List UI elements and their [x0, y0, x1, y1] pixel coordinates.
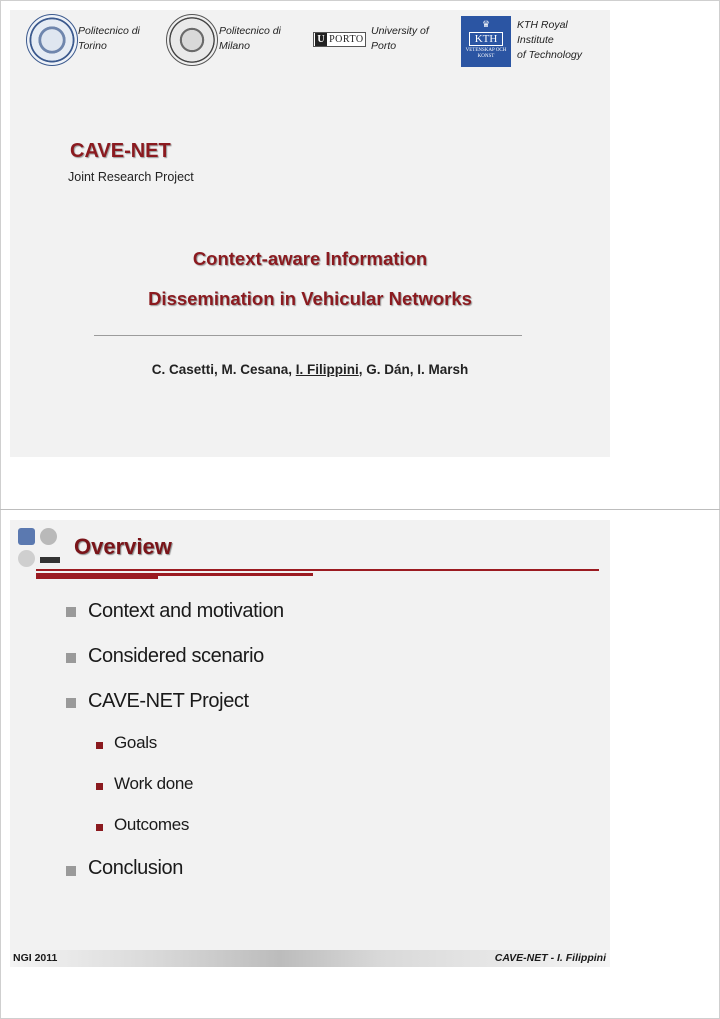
- uporto-logo-text: PORTO: [329, 34, 364, 45]
- title-line-2: Dissemination in Vehicular Networks: [148, 288, 472, 309]
- kth-logo-tagline: VETENSKAP OCH KONST: [465, 48, 507, 59]
- bullet-icon: [66, 607, 76, 617]
- polimi-seal-logo: [166, 14, 218, 66]
- footer-event: NGI 2011: [13, 952, 58, 964]
- sub-list-item: Goals: [114, 733, 157, 752]
- kth-logo: [461, 16, 511, 67]
- institution-milano: [219, 24, 281, 54]
- sub-list-item: Outcomes: [114, 815, 190, 834]
- institution-line: of Technology: [517, 49, 582, 61]
- institution-line: Torino: [78, 40, 107, 52]
- institution-line: University of: [371, 25, 429, 37]
- polito-seal-logo: [26, 14, 78, 66]
- bullet-icon: [66, 698, 76, 708]
- institution-line: Porto: [371, 40, 397, 52]
- kth-logo-name: KTH: [469, 32, 503, 46]
- crown-icon: ♛: [481, 19, 491, 29]
- page-divider: [0, 509, 720, 510]
- institution-line: Politecnico di: [78, 25, 140, 37]
- institution-torino: [78, 24, 140, 54]
- sub-bullet-icon: [96, 824, 103, 831]
- authors-prefix: C. Casetti, M. Cesana,: [151, 362, 296, 377]
- authors-suffix: , G. Dán, I. Marsh: [358, 362, 469, 377]
- uporto-mini-logo: [40, 557, 60, 563]
- footer-author: CAVE-NET - I. Filippini: [494, 952, 606, 964]
- heading-rule-thin: [36, 569, 599, 571]
- institution-line: Politecnico di: [219, 25, 281, 37]
- sub-bullet-icon: [96, 742, 103, 749]
- title-slide: [10, 10, 610, 457]
- polito-mini-logo: [18, 528, 35, 545]
- title-rule: [94, 335, 522, 336]
- uporto-logo: [313, 32, 366, 47]
- authors: [10, 362, 610, 377]
- uporto-logo-u: U: [317, 34, 326, 45]
- institution-line: Institute: [517, 34, 554, 46]
- sub-bullet-icon: [96, 783, 103, 790]
- bullet-icon: [66, 866, 76, 876]
- institution-line: KTH Royal: [517, 19, 568, 31]
- institution-kth: [517, 18, 582, 63]
- institution-line: Milano: [219, 40, 250, 52]
- uporto-mini-seal: [18, 550, 35, 567]
- slide-heading: Overview: [74, 534, 172, 559]
- sub-list-item: Work done: [114, 774, 194, 793]
- list-item: Considered scenario: [88, 645, 264, 667]
- presenter-name: I. Filippini: [295, 362, 359, 377]
- list-item: CAVE-NET Project: [88, 690, 249, 712]
- polimi-mini-logo: [40, 528, 57, 545]
- project-name: CAVE-NET: [70, 140, 171, 162]
- institution-porto: [371, 24, 429, 54]
- bullet-icon: [66, 653, 76, 663]
- list-item: Context and motivation: [88, 600, 284, 622]
- overview-slide: [10, 520, 610, 967]
- title-line-1: Context-aware Information: [192, 248, 428, 269]
- heading-rule-thick: [36, 574, 158, 579]
- project-subtitle: Joint Research Project: [68, 170, 194, 184]
- list-item: Conclusion: [88, 857, 183, 879]
